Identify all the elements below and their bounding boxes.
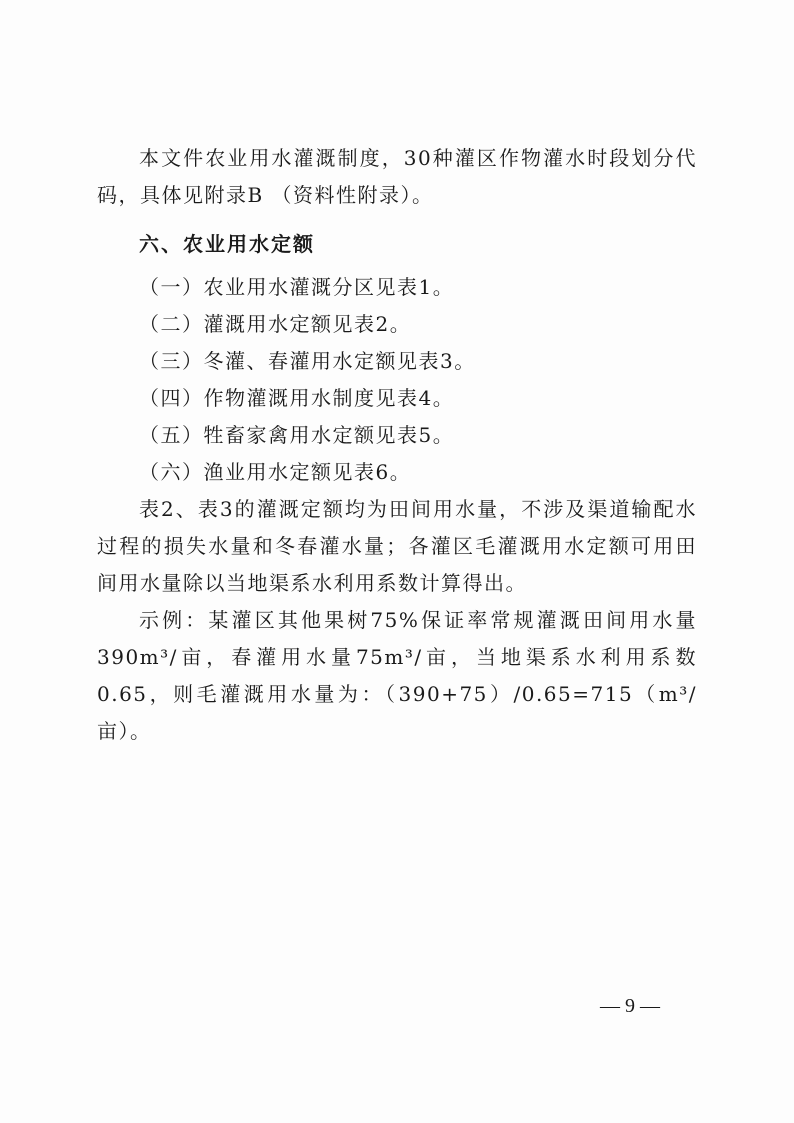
intro-paragraph: 本文件农业用水灌溉制度，30种灌区作物灌水时段划分代码，具体见附录B （资料性附录）。 [97, 146, 697, 207]
spacer [97, 214, 697, 220]
list-item: （二）灌溉用水定额见表2。 [139, 312, 412, 336]
example-paragraph: 示例：某灌区其他果树75%保证率常规灌溉田间用水量390m³/亩，春灌用水量75m³/亩，当地渠系水利用系数0.65，则毛灌溉用水量为：（390+75）/0.65=715（m³/亩）。 [97, 608, 697, 743]
list-item: （三）冬灌、春灌用水定额见表3。 [139, 349, 476, 373]
table-reference-list [97, 269, 697, 491]
list-item: （六）渔业用水定额见表6。 [139, 460, 412, 484]
list-item: （四）作物灌溉用水制度见表4。 [139, 386, 455, 410]
list-item: （五）牲畜家禽用水定额见表5。 [139, 423, 455, 447]
page-number: — 9 — [600, 995, 660, 1017]
section-heading: 六、农业用水定额 [139, 232, 315, 256]
note-paragraph: 表2、表3的灌溉定额均为田间用水量，不涉及渠道输配水过程的损失水量和冬春灌水量；各灌区毛灌溉用水定额可用田间用水量除以当地渠系水利用系数计算得出。 [97, 497, 697, 595]
document-body [97, 140, 697, 750]
list-item: （一）农业用水灌溉分区见表1。 [139, 275, 455, 299]
